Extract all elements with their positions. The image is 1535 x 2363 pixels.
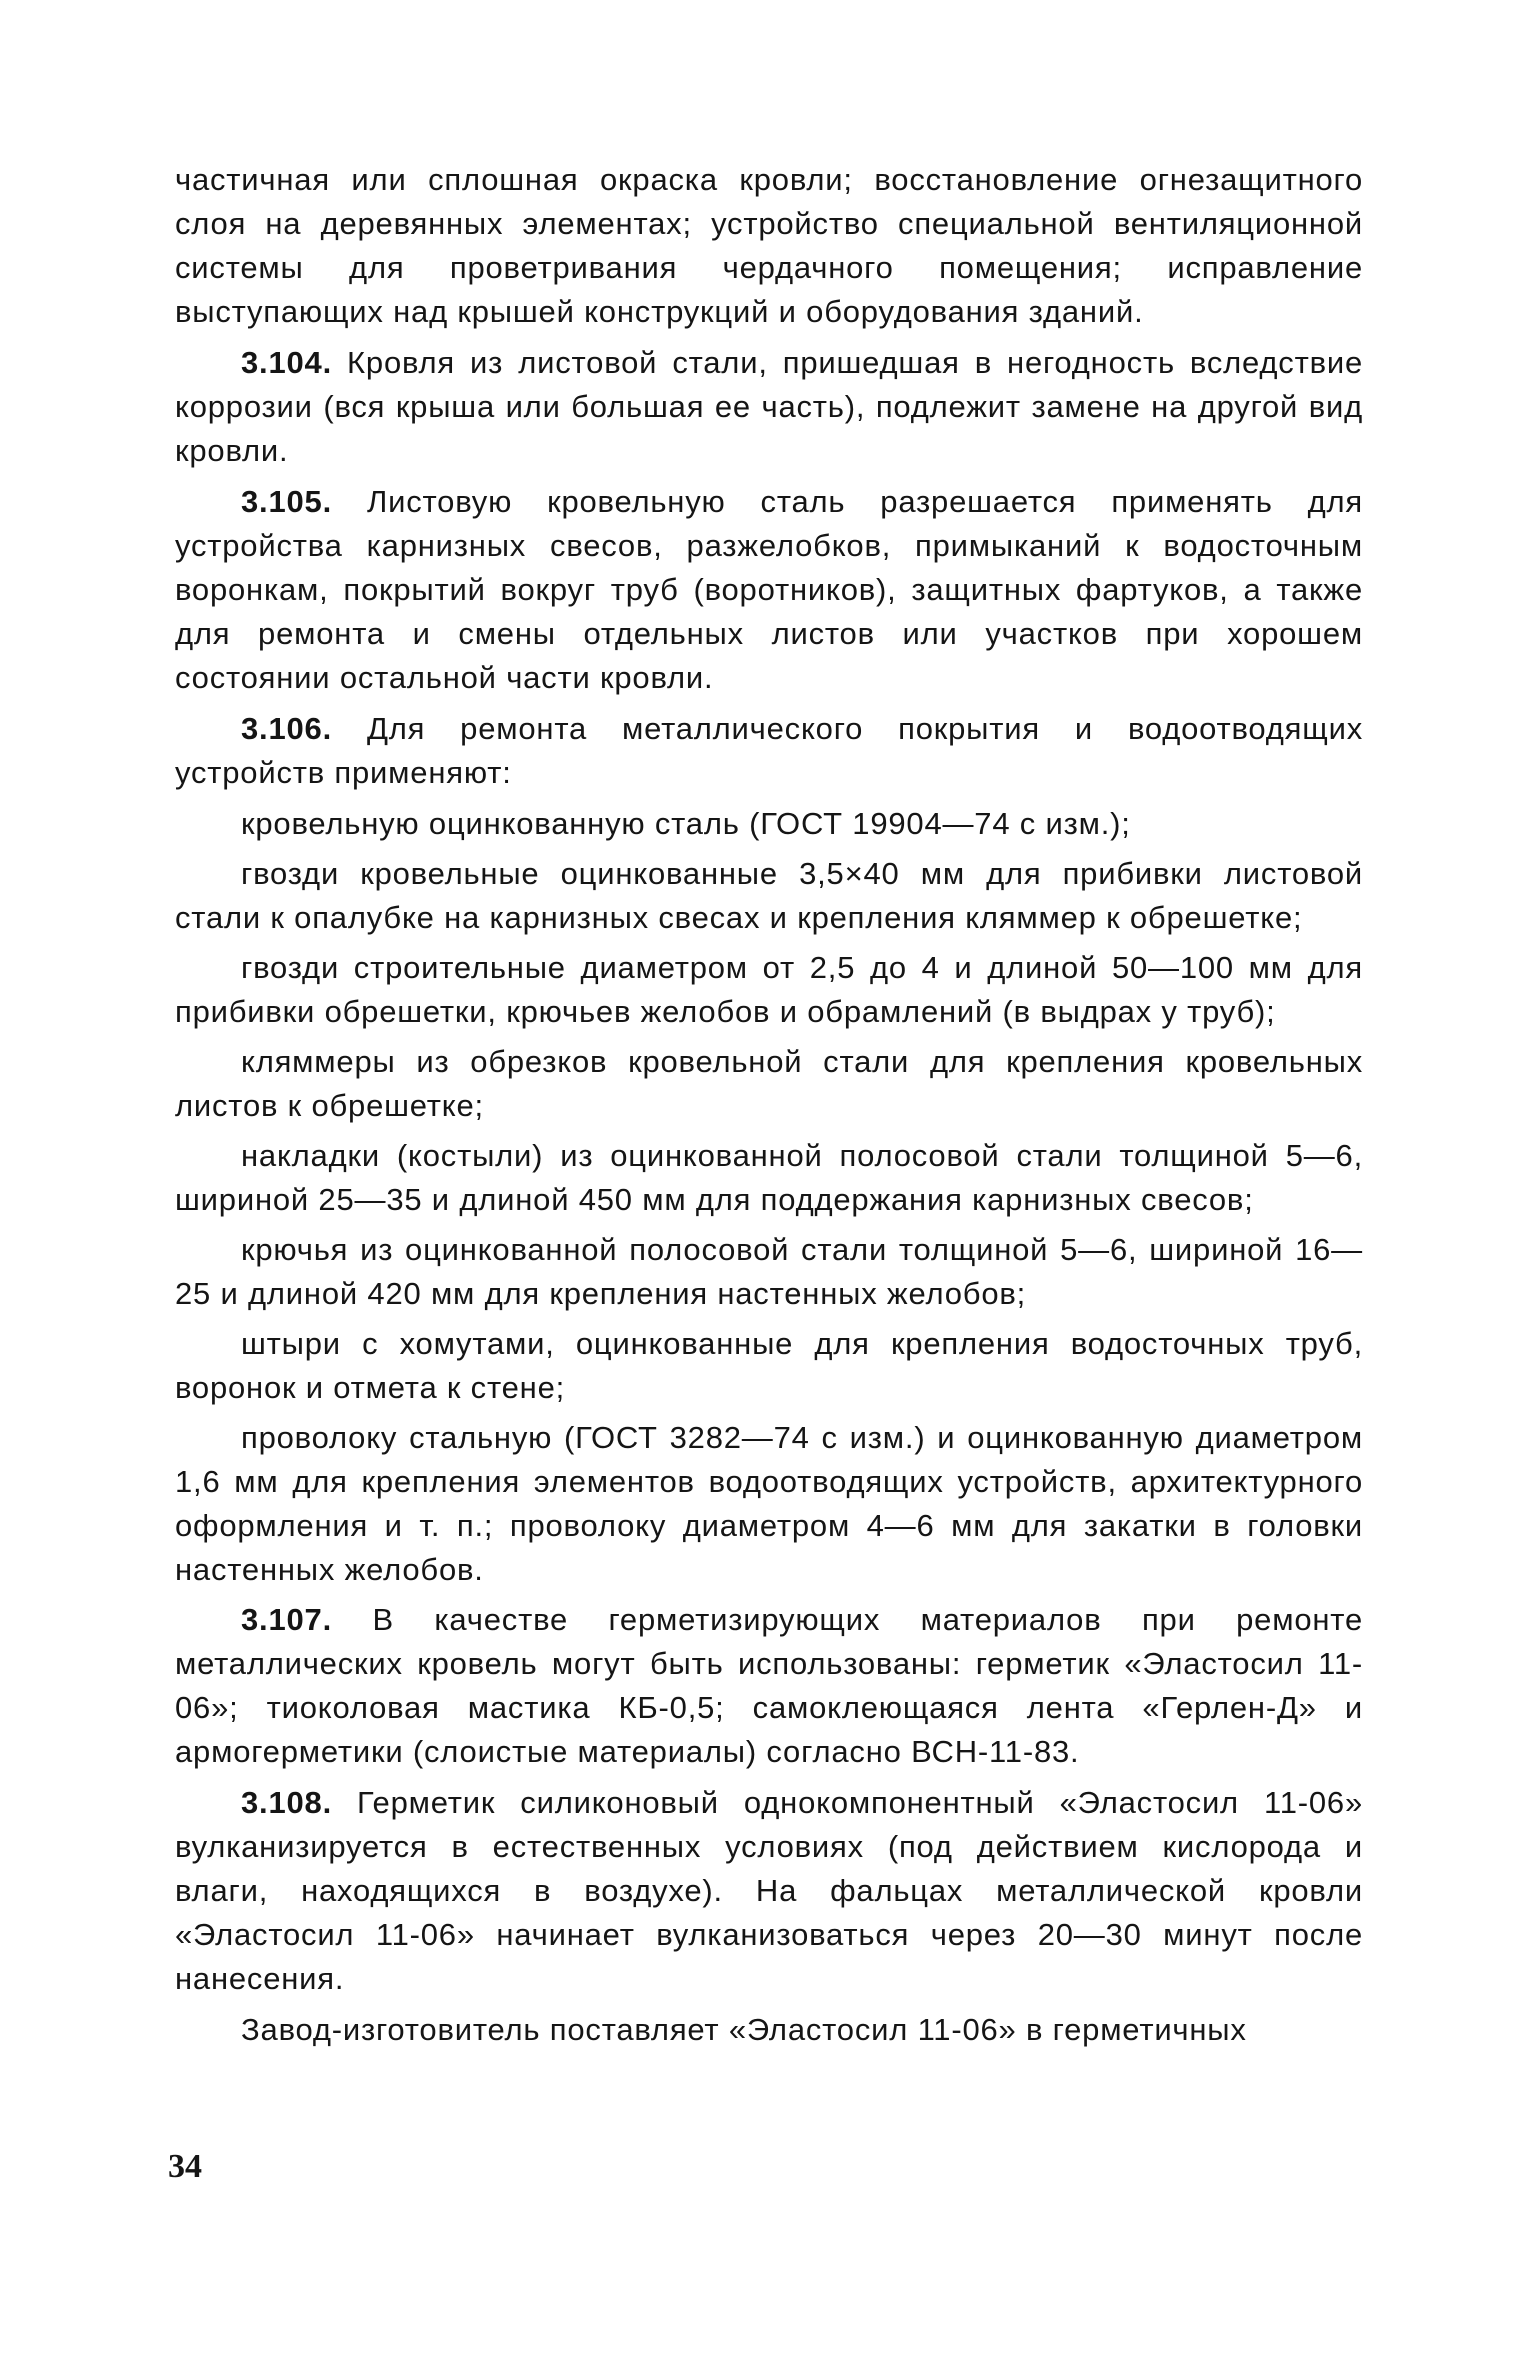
paragraph-text: Листовую кровельную сталь разрешается применять для устройства карнизных свесов, разжелобков, примыканий к водосточным воронкам, покрытий вокруг труб (воротников), защитных фартуков, а также для ремонта и смены отдельных листов или участков при хорошем состоянии остальной части кровли.: [175, 484, 1363, 695]
section-number: 3.104.: [241, 345, 332, 380]
paragraph-3-106: [175, 707, 1363, 795]
list-item: крючья из оцинкованной полосовой стали толщиной 5—6, шириной 16—25 и длиной 420 мм для крепления настенных желобов;: [175, 1232, 1363, 1311]
paragraph-3-107: [175, 1598, 1363, 1774]
page-number: 34: [168, 2148, 202, 2185]
list-item: накладки (костыли) из оцинкованной полосовой стали толщиной 5—6, шириной 25—35 и длиной 450 мм для поддержания карнизных свесов;: [175, 1138, 1363, 1217]
list-item: штыри с хомутами, оцинкованные для крепления водосточных труб, воронок и отмета к стене;: [175, 1326, 1363, 1405]
section-number: 3.107.: [241, 1602, 332, 1637]
paragraph-text: Для ремонта металлического покрытия и водоотводящих устройств применяют:: [175, 711, 1363, 790]
paragraph-text: В качестве герметизирующих материалов при ремонте металлических кровель могут быть использованы: герметик «Эластосил 11-06»; тиоколовая мастика КБ-0,5; самоклеющаяся лента «Герлен-Д» и армогерметики (слоистые материалы) согласно ВСН-11-83.: [175, 1602, 1363, 1769]
paragraph-last: Завод-изготовитель поставляет «Эластосил 11-06» в герметичных: [241, 2012, 1247, 2047]
paragraph-3-108: [175, 1781, 1363, 2001]
list-item: проволоку стальную (ГОСТ 3282—74 с изм.) и оцинкованную диаметром 1,6 мм для крепления элементов водоотводящих устройств, архитектурного оформления и т. п.; проволоку диаметром 4—6 мм для закатки в головки настенных желобов.: [175, 1420, 1363, 1587]
paragraph-text: Кровля из листовой стали, пришедшая в негодность вследствие коррозии (вся крыша или большая ее часть), подлежит замене на другой вид кровли.: [175, 345, 1364, 468]
list-item: кляммеры из обрезков кровельной стали для крепления кровельных листов к обрешетке;: [175, 1044, 1363, 1123]
list-item: гвозди строительные диаметром от 2,5 до 4 и длиной 50—100 мм для прибивки обрешетки, крючьев желобов и обрамлений (в выдрах у труб);: [175, 950, 1363, 1029]
list-item: кровельную оцинкованную сталь (ГОСТ 19904—74 с изм.);: [241, 806, 1131, 841]
paragraph-text: Герметик силиконовый однокомпонентный «Эластосил 11-06» вулканизируется в естественных условиях (под действием кислорода и влаги, находящихся в воздухе). На фальцах металлической кровли «Эластосил 11-06» начинает вулканизоваться через 20—30 минут после нанесения.: [175, 1785, 1364, 1996]
paragraph-3-105: [175, 480, 1363, 700]
paragraph-intro: частичная или сплошная окраска кровли; восстановление огнезащитного слоя на деревянных элементах; устройство специальной вентиляционной системы для проветривания чердачного помещения; исправление выступающих над крышей конструкций и оборудования зданий.: [175, 162, 1363, 329]
section-number: 3.105.: [241, 484, 332, 519]
list-item: гвозди кровельные оцинкованные 3,5×40 мм для прибивки листовой стали к опалубке на карнизных свесах и крепления кляммер к обрешетке;: [175, 856, 1363, 935]
paragraph-3-104: [175, 341, 1363, 473]
section-number: 3.106.: [241, 711, 332, 746]
document-page: [175, 158, 1363, 2059]
section-number: 3.108.: [241, 1785, 332, 1820]
